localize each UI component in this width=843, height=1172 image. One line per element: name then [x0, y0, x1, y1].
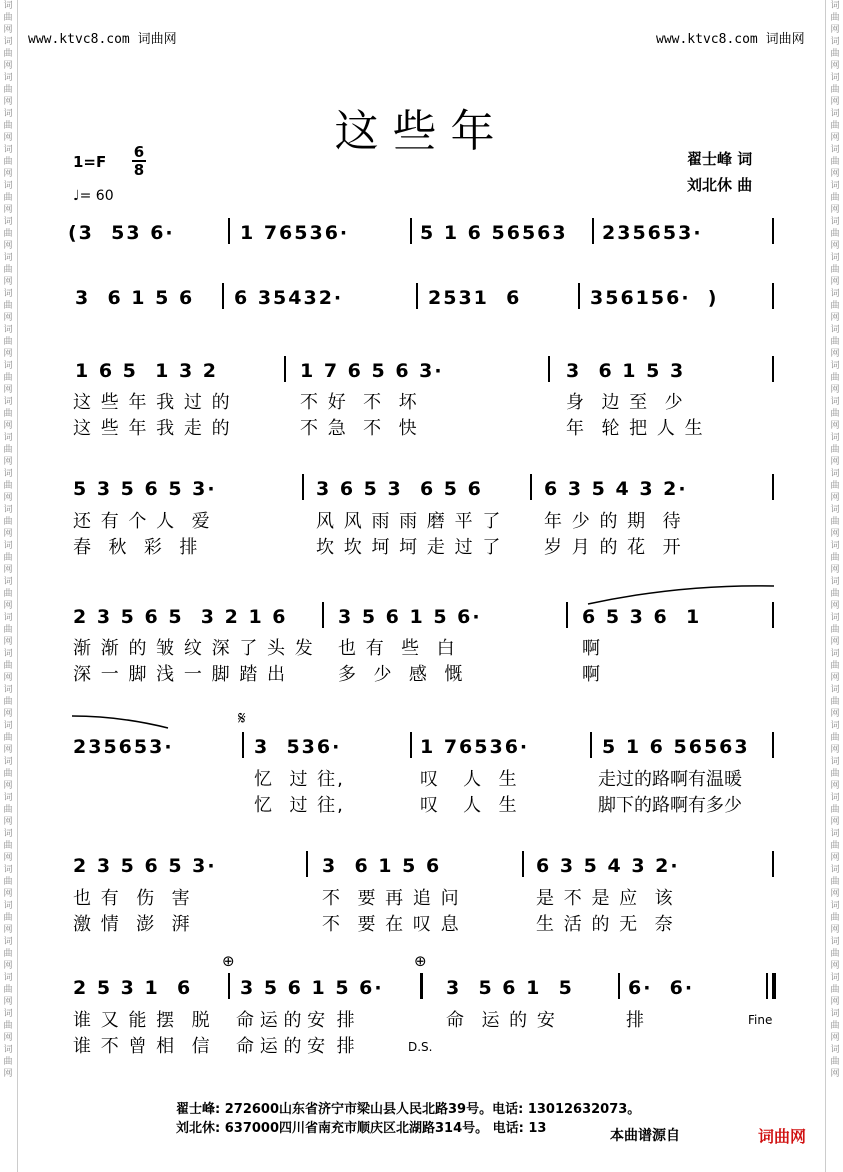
lyrics-line6-v2-b: 忆 过 往,	[254, 795, 345, 816]
barline	[410, 732, 412, 758]
time-bottom: 8	[133, 161, 145, 179]
lyrics-line4-v1-c: 年 少 的 期 待	[544, 511, 683, 532]
lyrics-line4-v2-b: 坎 坎 坷 坷 走 过 了	[316, 537, 503, 558]
notes-line2-m3: 2531 6	[428, 287, 522, 309]
barline	[772, 356, 774, 382]
coda-sign: ⊕	[222, 952, 235, 970]
lyrics-line5-v2-a: 深 一 脚 浅 一 脚 踏 出	[73, 664, 288, 685]
segno-sign: 𝄋	[238, 708, 246, 729]
lyrics-line7-v1-a: 也 有 伤 害	[73, 888, 192, 909]
ds-mark: D.S.	[408, 1040, 433, 1054]
notes-line2-m1: 3 6 1 5 6	[75, 287, 195, 309]
coda-sign: ⊕	[414, 952, 427, 970]
notes-line7-m2: 3 6 1 5 6	[322, 855, 442, 877]
lyrics-line7-v1-b: 不 要 再 追 问	[322, 888, 461, 909]
barline	[530, 474, 532, 500]
barline	[522, 851, 524, 877]
notes-line8-m3: 3 5 6 1 5	[446, 977, 574, 999]
notes-line2-m2: 6 35432·	[234, 287, 344, 309]
notes-line3-m2: 1 7 6 5 6 3·	[300, 360, 444, 382]
barline	[416, 283, 418, 309]
lyrics-line8-v1-b: 命 运 的 安 排	[236, 1010, 355, 1031]
barline	[772, 851, 774, 877]
lyrics-line4-v2-a: 春 秋 彩 排	[73, 537, 200, 558]
lyrics-line3-v2-c: 年 轮 把 人 生	[566, 418, 705, 439]
lyrics-line5-v2-b: 多 少 感 慨	[338, 664, 465, 685]
barline	[306, 851, 308, 877]
notes-line3-m1: 1 6 5 1 3 2	[75, 360, 219, 382]
barline	[222, 283, 224, 309]
lyrics-line7-v2-b: 不 要 在 叹 息	[322, 914, 461, 935]
lyrics-line7-v2-c: 生 活 的 无 奈	[536, 914, 675, 935]
fine-mark: Fine	[748, 1013, 773, 1027]
notes-line5-m2: 3 5 6 1 5 6·	[338, 606, 482, 628]
notes-line1-m3: 5 1 6 56563	[420, 222, 568, 244]
lyrics-line8-v2-a: 谁 不 曾 相 信	[73, 1036, 212, 1057]
margin-line-right	[825, 0, 826, 1172]
lyrics-line5-v2-c: 啊	[582, 664, 602, 685]
side-watermark-right: 词曲网词曲网词曲网词曲网词曲网词曲网词曲网词曲网词曲网词曲网词曲网词曲网词曲网词曲网词曲网词曲网词曲网词曲网词曲网词曲网词曲网词曲网词曲网词曲网词曲网词曲网词曲网词曲网词曲网词曲网	[830, 1, 840, 1079]
repeat-barline	[420, 973, 423, 999]
barline	[548, 356, 550, 382]
notes-line3-m3: 3 6 1 5 3	[566, 360, 686, 382]
notes-line4-m3: 6 3 5 4 3 2·	[544, 478, 688, 500]
barline	[772, 218, 774, 244]
barline	[302, 474, 304, 500]
notes-line6-m2: 3 536·	[254, 736, 342, 758]
notes-line1-m4: 235653·	[602, 222, 703, 244]
notes-line6-m3: 1 76536·	[420, 736, 530, 758]
lyrics-line3-v1-a: 这 些 年 我 过 的	[73, 392, 232, 413]
lyrics-line6-v1-c: 叹 人 生	[420, 769, 519, 790]
site-watermark-left: www.ktvc8.com 词曲网	[28, 32, 177, 47]
lyrics-line4-v2-c: 岁 月 的 花 开	[544, 537, 683, 558]
lyrics-line3-v1-b: 不 好 不 坏	[300, 392, 419, 413]
contact-lyricist: 翟士峰: 272600山东省济宁市梁山县人民北路39号。电话: 13012632073。	[176, 1102, 641, 1117]
composer-credit: 刘北休 曲	[687, 176, 753, 194]
brand-logo: 词曲网	[758, 1127, 807, 1146]
final-barline-thick	[772, 973, 776, 999]
lyrics-line7-v2-a: 激 情 澎 湃	[73, 914, 192, 935]
notes-line7-m1: 2 3 5 6 5 3·	[73, 855, 217, 877]
lyrics-line6-v2-c: 叹 人 生	[420, 795, 519, 816]
barline	[228, 973, 230, 999]
key-signature: 1=F	[73, 153, 107, 171]
barline	[228, 218, 230, 244]
contact-composer: 刘北休: 637000四川省南充市顺庆区北湖路314号。 电话: 13	[176, 1121, 547, 1136]
lyrics-line8-v1-a: 谁 又 能 摆 脱	[73, 1010, 212, 1031]
barline	[592, 218, 594, 244]
barline	[578, 283, 580, 309]
notes-line8-m1: 2 5 3 1 6	[73, 977, 193, 999]
barline	[242, 732, 244, 758]
lyrics-line3-v1-c: 身 边 至 少	[566, 392, 685, 413]
lyrics-line6-v2-d: 脚下的路啊有多少	[598, 795, 742, 816]
lyrics-line3-v2-a: 这 些 年 我 走 的	[73, 418, 232, 439]
notes-line8-m2: 3 5 6 1 5 6·	[240, 977, 384, 999]
barline	[618, 973, 620, 999]
lyrics-line5-v1-b: 也 有 些 白	[338, 638, 457, 659]
final-barline-thin	[766, 973, 768, 999]
lyrics-line3-v2-b: 不 急 不 快	[300, 418, 419, 439]
tie-arc	[70, 712, 170, 732]
lyrics-line8-v1-c: 命 运 的 安	[446, 1010, 557, 1031]
barline	[590, 732, 592, 758]
song-title: 这些年	[334, 106, 509, 157]
margin-line-left	[17, 0, 18, 1172]
lyrics-line7-v1-c: 是 不 是 应 该	[536, 888, 675, 909]
lyrics-line6-v1-d: 走过的路啊有温暖	[598, 769, 742, 790]
barline	[566, 602, 568, 628]
time-signature	[132, 144, 146, 178]
lyrics-line5-v1-c: 啊	[582, 638, 602, 659]
notes-line4-m1: 5 3 5 6 5 3·	[73, 478, 217, 500]
side-watermark-left: 词曲网词曲网词曲网词曲网词曲网词曲网词曲网词曲网词曲网词曲网词曲网词曲网词曲网词曲网词曲网词曲网词曲网词曲网词曲网词曲网词曲网词曲网词曲网词曲网词曲网词曲网词曲网词曲网词曲网词曲网	[3, 1, 13, 1079]
notes-line2-m4: 356156· )	[590, 287, 719, 309]
tie-arc	[586, 582, 776, 606]
lyrics-line8-v1-d: 排	[626, 1010, 646, 1031]
barline	[410, 218, 412, 244]
notes-line8-m4: 6· 6·	[628, 977, 695, 999]
notes-line1-m1: (3 53 6·	[68, 222, 175, 244]
time-top: 6	[133, 143, 145, 161]
notes-line7-m3: 6 3 5 4 3 2·	[536, 855, 680, 877]
notes-line6-m4: 5 1 6 56563	[602, 736, 750, 758]
barline	[284, 356, 286, 382]
notes-line5-m3: 6 5 3 6 1	[582, 606, 702, 628]
barline	[772, 732, 774, 758]
source-note: 本曲谱源自	[610, 1128, 680, 1144]
notes-line6-m1: 235653·	[73, 736, 174, 758]
notes-line5-m1: 2 3 5 6 5 3 2 1 6	[73, 606, 288, 628]
lyrics-line6-v1-b: 忆 过 往,	[254, 769, 345, 790]
notes-line4-m2: 3 6 5 3 6 5 6	[316, 478, 483, 500]
notes-line1-m2: 1 76536·	[240, 222, 350, 244]
tempo-mark: ♩= 60	[73, 188, 114, 204]
lyrics-line8-v2-b: 命 运 的 安 排	[236, 1036, 355, 1057]
lyrics-line4-v1-b: 风 风 雨 雨 磨 平 了	[316, 511, 503, 532]
barline	[772, 474, 774, 500]
lyrics-line5-v1-a: 渐 渐 的 皱 纹 深 了 头 发	[73, 638, 315, 659]
barline	[322, 602, 324, 628]
lyricist-credit: 翟士峰 词	[687, 150, 753, 168]
lyrics-line4-v1-a: 还 有 个 人 爱	[73, 511, 212, 532]
site-watermark-right: www.ktvc8.com 词曲网	[656, 32, 805, 47]
barline	[772, 283, 774, 309]
